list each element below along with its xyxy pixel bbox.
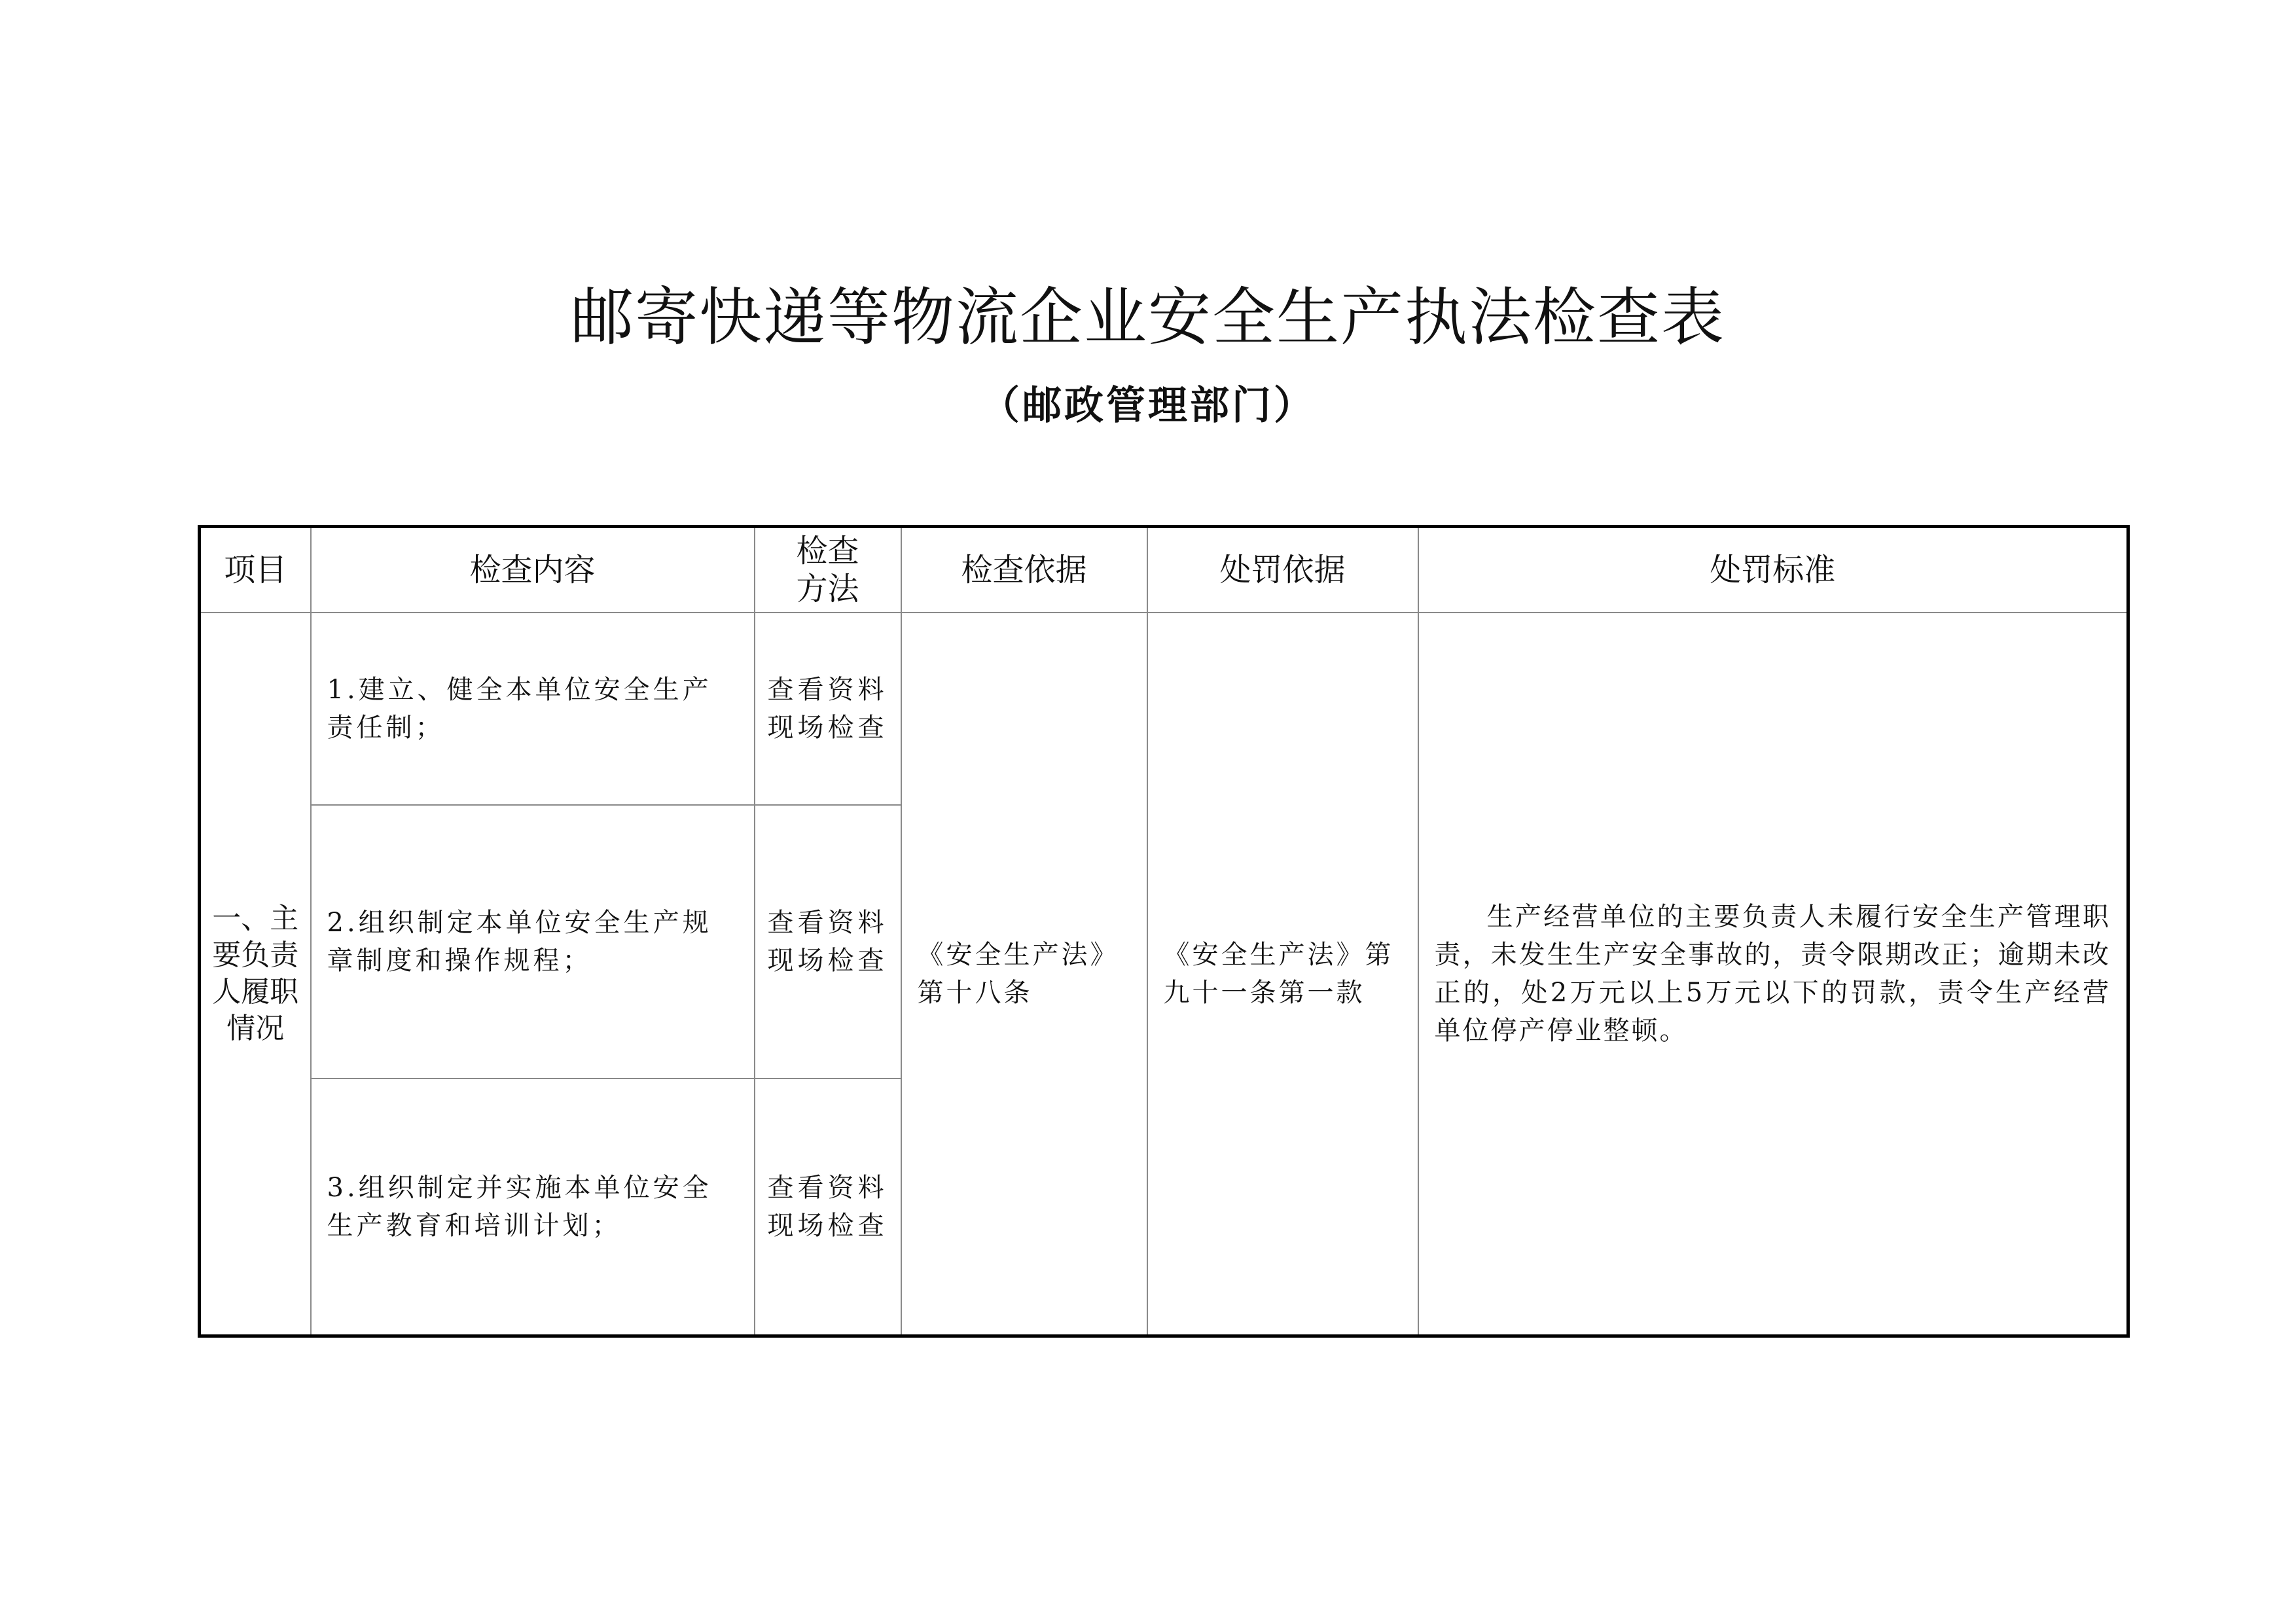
document-subtitle: （邮政管理部门） [980,383,1316,429]
item-cell: 一、主要负责人履职情况 [200,613,311,1336]
table-row [200,613,2128,805]
content-cell: 3.组织制定并实施本单位安全生产教育和培训计划； [311,1079,755,1336]
header-method-line2: 方法 [796,571,859,607]
header-method [755,527,901,613]
method-cell [755,1079,901,1336]
method-line2: 现场检查 [767,1211,888,1241]
method-line1: 查看资料 [767,1173,888,1203]
method-cell [755,805,901,1079]
header-basis: 检查依据 [901,527,1147,613]
header-standard: 处罚标准 [1418,527,2128,613]
method-line1: 查看资料 [767,675,888,705]
header-method-line1: 检查 [796,533,859,569]
method-line1: 查看资料 [767,908,888,938]
table-header-row [200,527,2128,613]
method-line2: 现场检查 [767,946,888,976]
content-cell: 1.建立、健全本单位安全生产责任制； [311,613,755,805]
inspection-table [198,525,2130,1338]
method-cell [755,613,901,805]
header-content: 检查内容 [311,527,755,613]
content-cell: 2.组织制定本单位安全生产规章制度和操作规程； [311,805,755,1079]
document-title: 邮寄快递等物流企业安全生产执法检查表 [571,281,1725,354]
header-item: 项目 [200,527,311,613]
standard-cell: 生产经营单位的主要负责人未履行安全生产管理职责，未发生生产安全事故的，责令限期改正；逾期未改正的，处2万元以上5万元以下的罚款，责令生产经营单位停产停业整顿。 [1418,613,2128,1336]
method-line2: 现场检查 [767,713,888,743]
basis-cell: 《安全生产法》第十八条 [901,613,1147,1336]
header-punish-basis: 处罚依据 [1147,527,1418,613]
punish-basis-cell: 《安全生产法》第九十一条第一款 [1147,613,1418,1336]
